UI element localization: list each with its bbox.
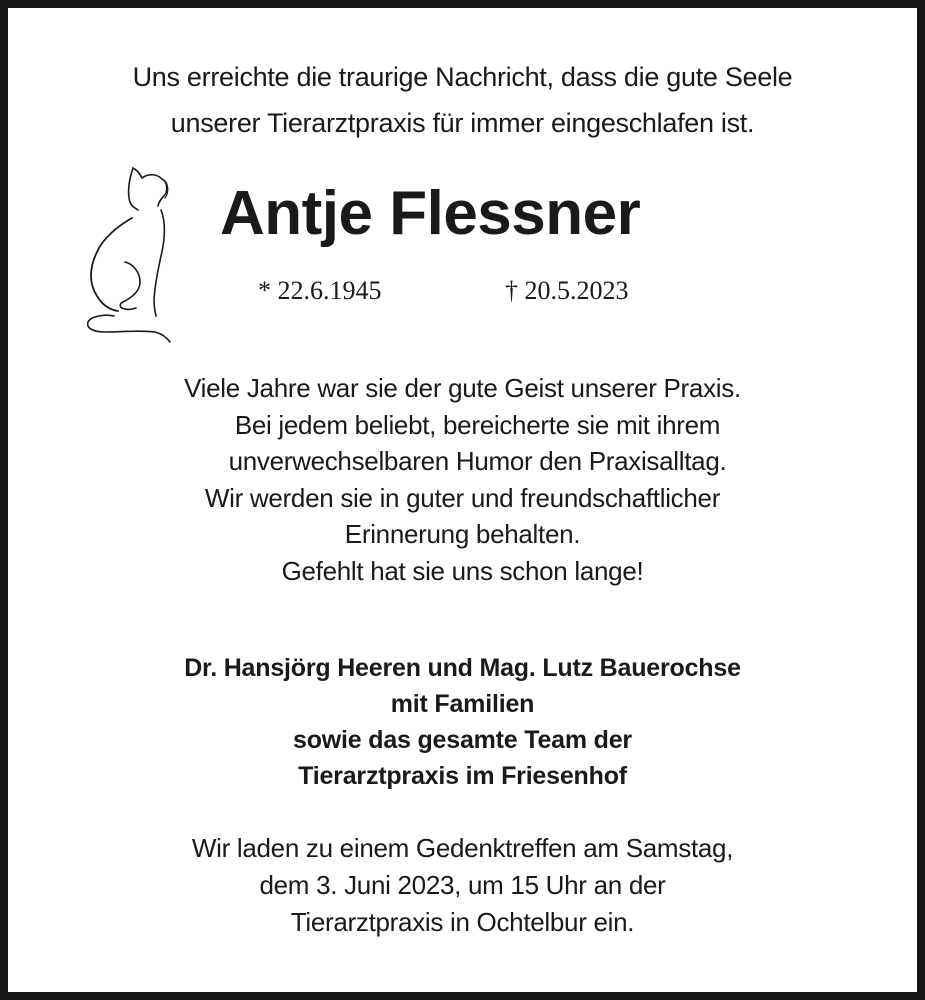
tribute-line: Bei jedem beliebt, bereicherte sie mit ihrem <box>234 409 721 440</box>
cat-outline-icon <box>83 160 173 345</box>
signer-line: Tierarztpraxis im Friesenhof <box>298 762 627 790</box>
tribute-text <box>8 370 917 589</box>
intro-line: unserer Tierarztpraxis für immer eingeschlafen ist. <box>170 108 755 138</box>
birth-date: * 22.6.1945 <box>258 276 382 305</box>
tribute-line: Gefehlt hat sie uns schon lange! <box>281 555 644 586</box>
tribute-line: unverwechselbaren Humor den Praxisalltag. <box>228 446 727 476</box>
signer-line: Dr. Hansjörg Heeren und Mag. Lutz Bauerochse <box>184 654 741 682</box>
signers-block <box>8 650 917 794</box>
intro-line: Uns erreichte die traurige Nachricht, dass die gute Seele <box>132 62 793 92</box>
invitation-text <box>8 830 917 941</box>
intro-text <box>8 54 917 146</box>
signer-line: sowie das gesamte Team der <box>293 726 632 754</box>
tribute-line: Erinnerung behalten. <box>344 519 581 549</box>
tribute-line: Wir werden sie in guter und freundschaftlicher <box>204 482 721 513</box>
invitation-line: Tierarztpraxis in Ochtelbur ein. <box>290 907 635 937</box>
obituary-notice <box>8 8 917 992</box>
death-date: † 20.5.2023 <box>505 276 629 305</box>
invitation-line: dem 3. Juni 2023, um 15 Uhr an der <box>259 870 666 900</box>
deceased-name: Antje Flessner <box>220 179 641 248</box>
signer-line: mit Familien <box>390 690 535 718</box>
tribute-line: Viele Jahre war sie der gute Geist unserer Praxis. <box>184 373 741 403</box>
invitation-line: Wir laden zu einem Gedenktreffen am Samstag, <box>191 833 734 863</box>
